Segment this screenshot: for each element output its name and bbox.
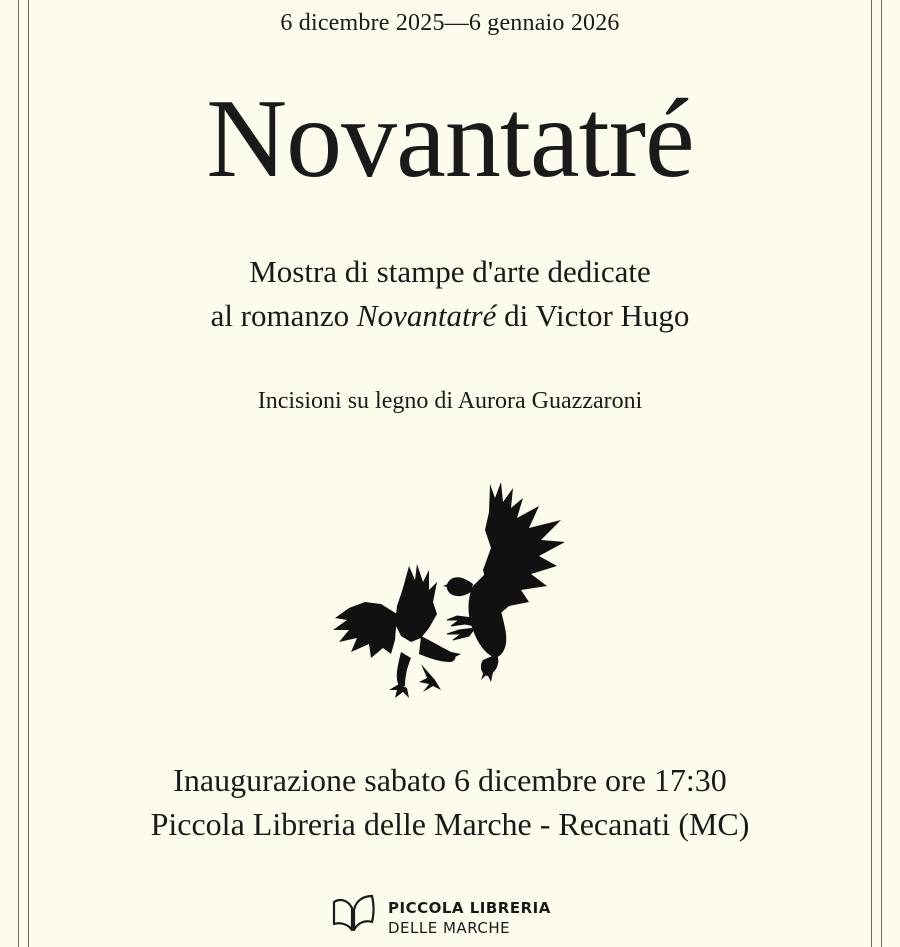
subtitle-suffix: di Victor Hugo	[496, 298, 690, 333]
book-leaf-icon	[330, 892, 376, 934]
right-crow-icon	[443, 482, 565, 682]
event-info	[0, 758, 900, 846]
exhibition-dates: 6 dicembre 2025—6 gennaio 2026	[280, 10, 620, 36]
subtitle-line-2	[0, 294, 900, 338]
subtitle-line-1: Mostra di stampe d'arte dedicate	[249, 254, 651, 289]
logo-line-1: PICCOLA LIBRERIA	[388, 899, 551, 917]
logo-wordmark	[388, 898, 551, 938]
novel-title: Novantatré	[356, 298, 497, 333]
crows-woodcut-illustration	[325, 478, 575, 713]
exhibition-subtitle	[0, 250, 900, 338]
event-location: Piccola Libreria delle Marche - Recanati (MC)	[150, 806, 750, 842]
exhibition-title: Novantatré	[206, 77, 694, 201]
opening-date-time: Inaugurazione sabato 6 dicembre ore 17:30	[173, 762, 727, 798]
logo-line-2: DELLE MARCHE	[388, 919, 511, 937]
artist-credit: Incisioni su legno di Aurora Guazzaroni	[257, 388, 643, 414]
left-crow-icon	[333, 564, 461, 698]
subtitle-prefix: al romanzo	[210, 298, 357, 333]
bookstore-logo	[330, 892, 580, 942]
